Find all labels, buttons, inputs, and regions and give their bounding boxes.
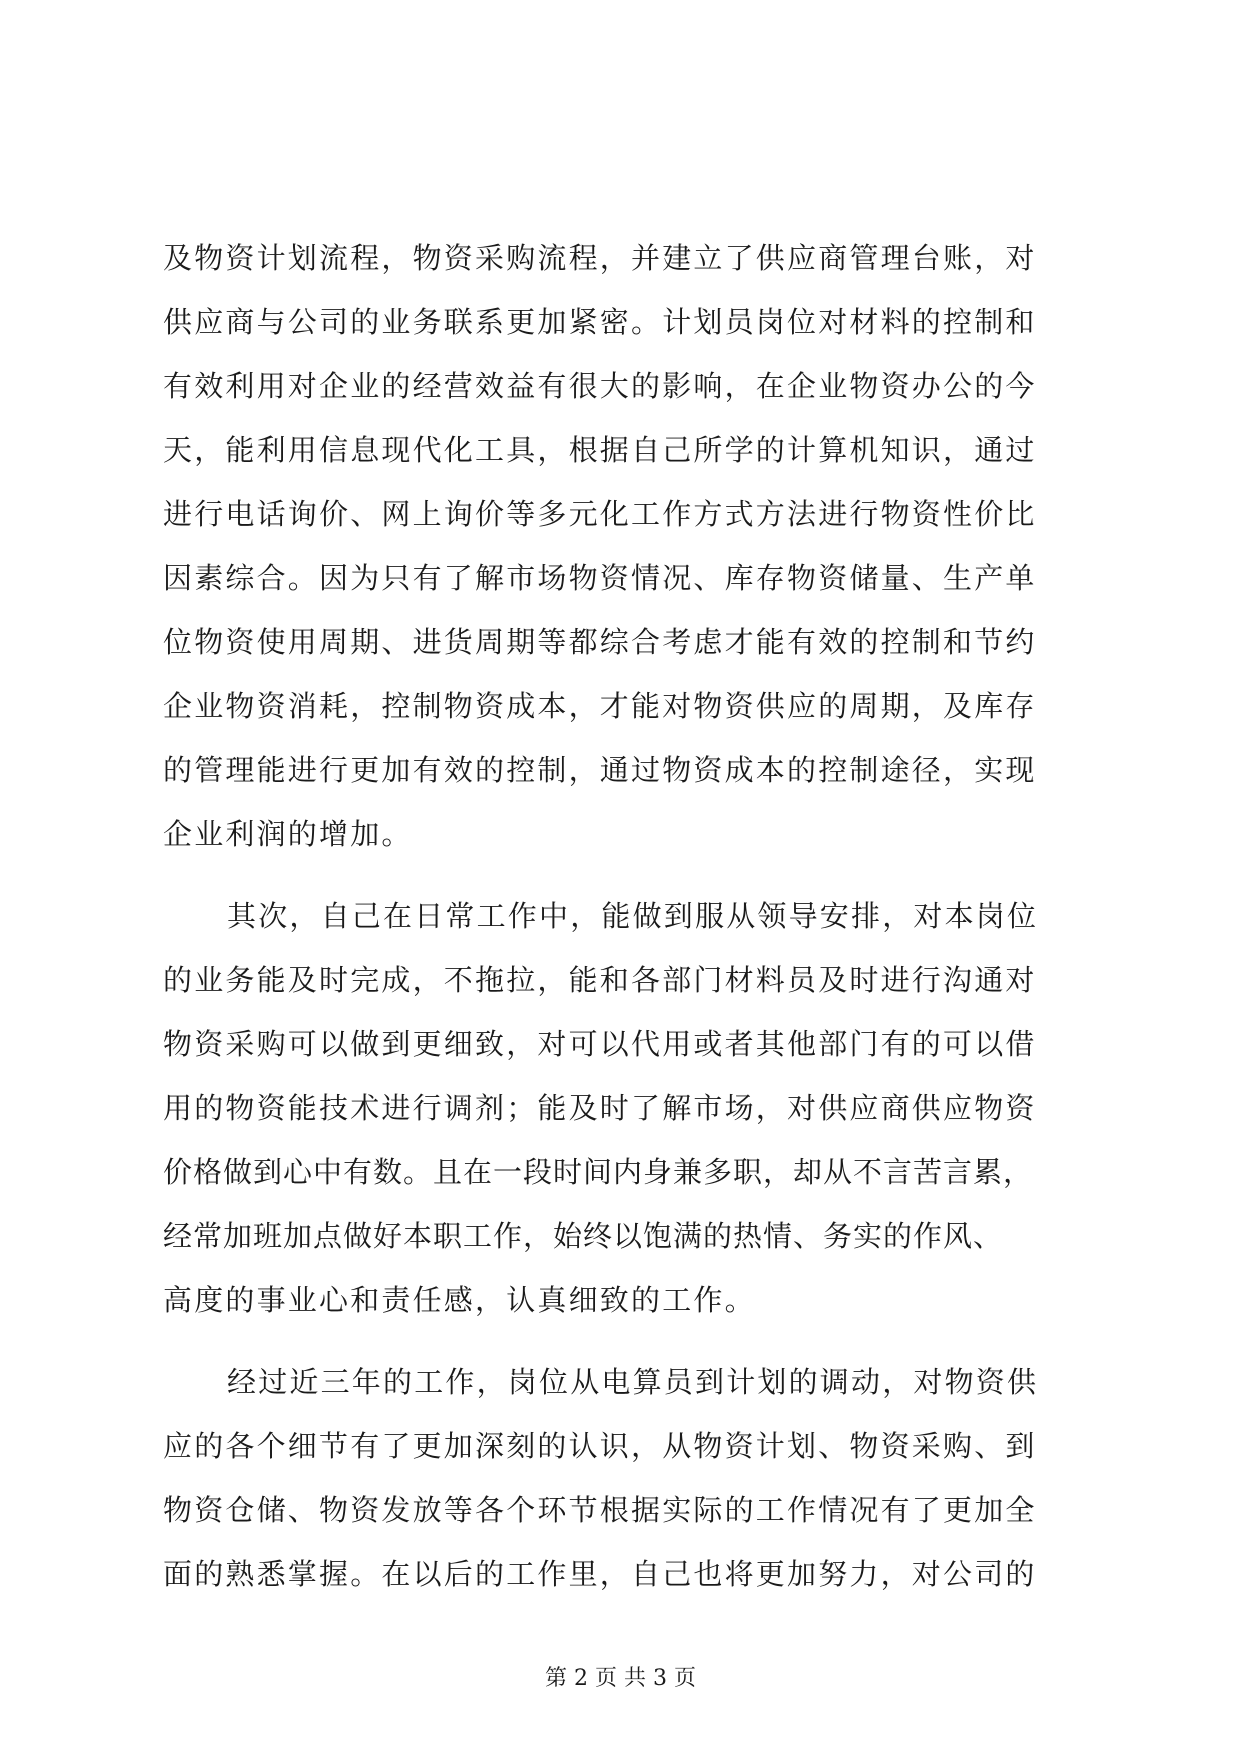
text-line: 供应商与公司的业务联系更加紧密。计划员岗位对材料的控制和	[163, 305, 1037, 339]
page-number-footer: 第 2 页 共 3 页	[545, 1666, 696, 1691]
text-line: 面的熟悉掌握。在以后的工作里，自己也将更加努力，对公司的	[163, 1557, 1037, 1591]
text-line: 高度的事业心和责任感，认真细致的工作。	[163, 1283, 756, 1317]
text-line: 因素综合。因为只有了解市场物资情况、库存物资储量、生产单	[163, 561, 1037, 595]
text-line: 企业物资消耗，控制物资成本，才能对物资供应的周期，及库存	[163, 689, 1037, 723]
body-text	[163, 226, 1083, 1606]
text-line: 位物资使用周期、进货周期等都综合考虑才能有效的控制和节约	[163, 625, 1037, 659]
text-line: 及物资计划流程，物资采购流程，并建立了供应商管理台账，对	[163, 241, 1037, 275]
text-line: 物资仓储、物资发放等各个环节根据实际的工作情况有了更加全	[163, 1493, 1037, 1527]
text-line: 经过近三年的工作，岗位从电算员到计划的调动，对物资供	[227, 1365, 1039, 1399]
text-line: 的业务能及时完成，不拖拉，能和各部门材料员及时进行沟通对	[163, 963, 1037, 997]
text-line: 其次，自己在日常工作中，能做到服从领导安排，对本岗位	[227, 899, 1039, 933]
text-line: 应的各个细节有了更加深刻的认识，从物资计划、物资采购、到	[163, 1429, 1037, 1463]
text-line: 企业利润的增加。	[163, 817, 413, 851]
text-line: 价格做到心中有数。且在一段时间内身兼多职，却从不言苦言累，	[163, 1155, 1034, 1189]
text-line: 经常加班加点做好本职工作，始终以饱满的热情、务实的作风、	[163, 1219, 1004, 1253]
text-line: 用的物资能技术进行调剂；能及时了解市场，对供应商供应物资	[163, 1091, 1037, 1125]
text-line: 进行电话询价、网上询价等多元化工作方式方法进行物资性价比	[163, 497, 1037, 531]
text-line: 天，能利用信息现代化工具，根据自己所学的计算机知识，通过	[163, 433, 1037, 467]
text-line: 物资采购可以做到更细致，对可以代用或者其他部门有的可以借	[163, 1027, 1037, 1061]
text-line: 的管理能进行更加有效的控制，通过物资成本的控制途径，实现	[163, 753, 1037, 787]
text-line: 有效利用对企业的经营效益有很大的影响，在企业物资办公的今	[163, 369, 1037, 403]
